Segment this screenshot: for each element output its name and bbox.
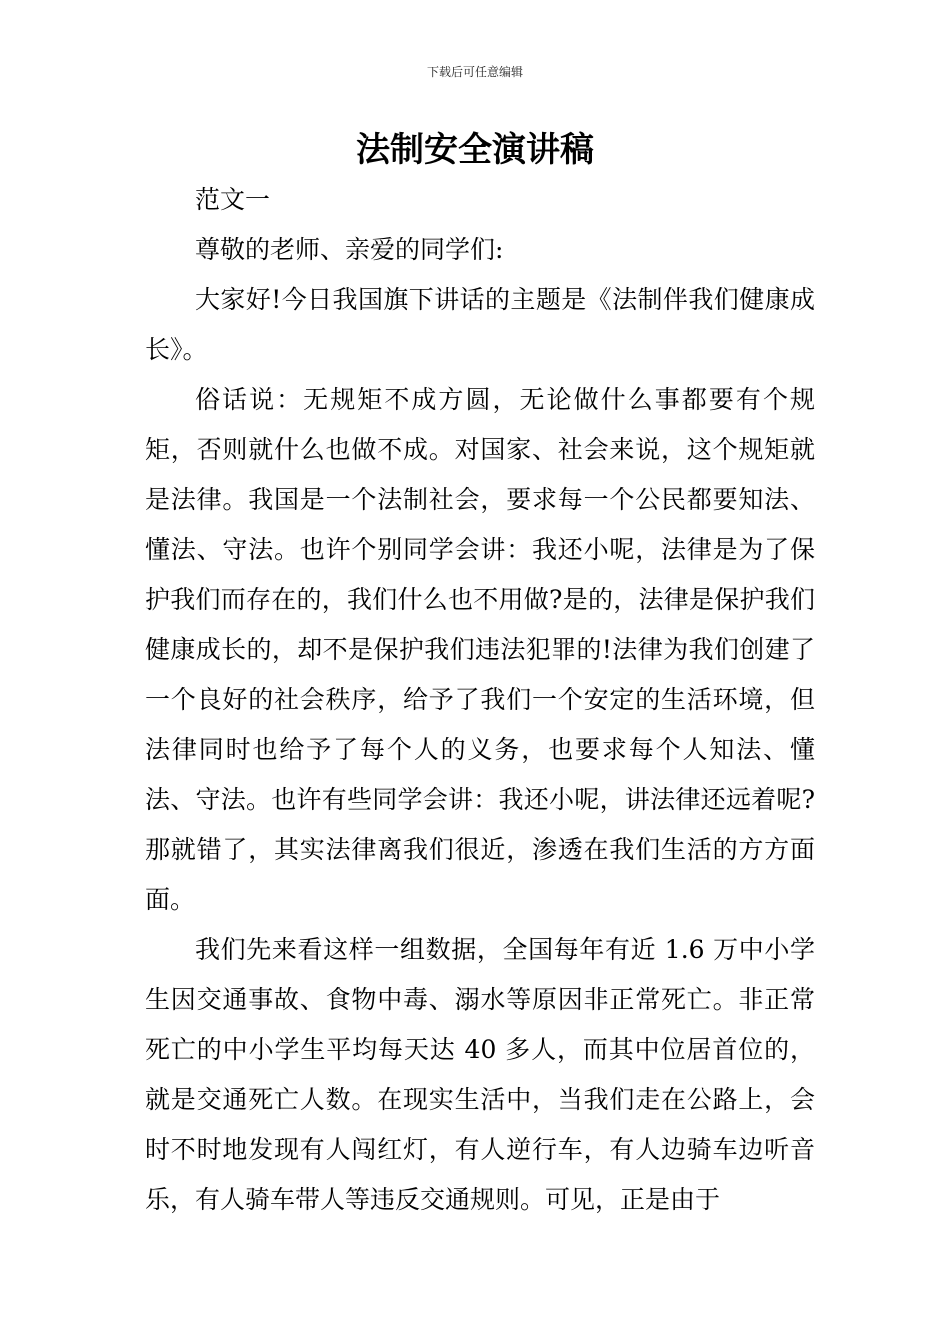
paragraph-traffic-data: 我们先来看这样一组数据，全国每年有近 1.6 万中小学生因交通事故、食物中毒、溺水等原因非正常死亡。非正常死亡的中小学生平均每天达 40 多人，而其中位居首位的，就是交通死亡人数。在现实生活中，当我们走在公路上，会时不时地发现有人闯红灯，有人逆行车，有人边骑车边听音乐，有人骑车带人等违反交通规则。可见，正是由于 (145, 935, 815, 1214)
header-note: 下载后可任意编辑 (426, 65, 523, 79)
paragraph-intro: 大家好!今日我国旗下讲话的主题是《法制伴我们健康成长》。 (145, 285, 815, 364)
document-body (145, 175, 815, 1225)
paragraph-greeting: 尊敬的老师、亲爱的同学们: (195, 235, 504, 264)
document-title: 法制安全演讲稿 (356, 130, 594, 170)
paragraph-law-rules: 俗话说：无规矩不成方圆，无论做什么事都要有个规矩，否则就什么也做不成。对国家、社会来说，这个规矩就是法律。我国是一个法制社会，要求每一个公民都要知法、懂法、守法。也许个别同学会讲：我还小呢，法律是为了保护我们而存在的，我们什么也不用做?是的，法律是保护我们健康成长的，却不是保护我们违法犯罪的!法律为我们创建了一个良好的社会秩序，给予了我们一个安定的生活环境，但法律同时也给予了每个人的义务，也要求每个人知法、懂法、守法。也许有些同学会讲：我还小呢，讲法律还远着呢?那就错了，其实法律离我们很近，渗透在我们生活的方方面面。 (145, 385, 815, 914)
paragraph-salutation-label: 范文一 (195, 185, 271, 214)
